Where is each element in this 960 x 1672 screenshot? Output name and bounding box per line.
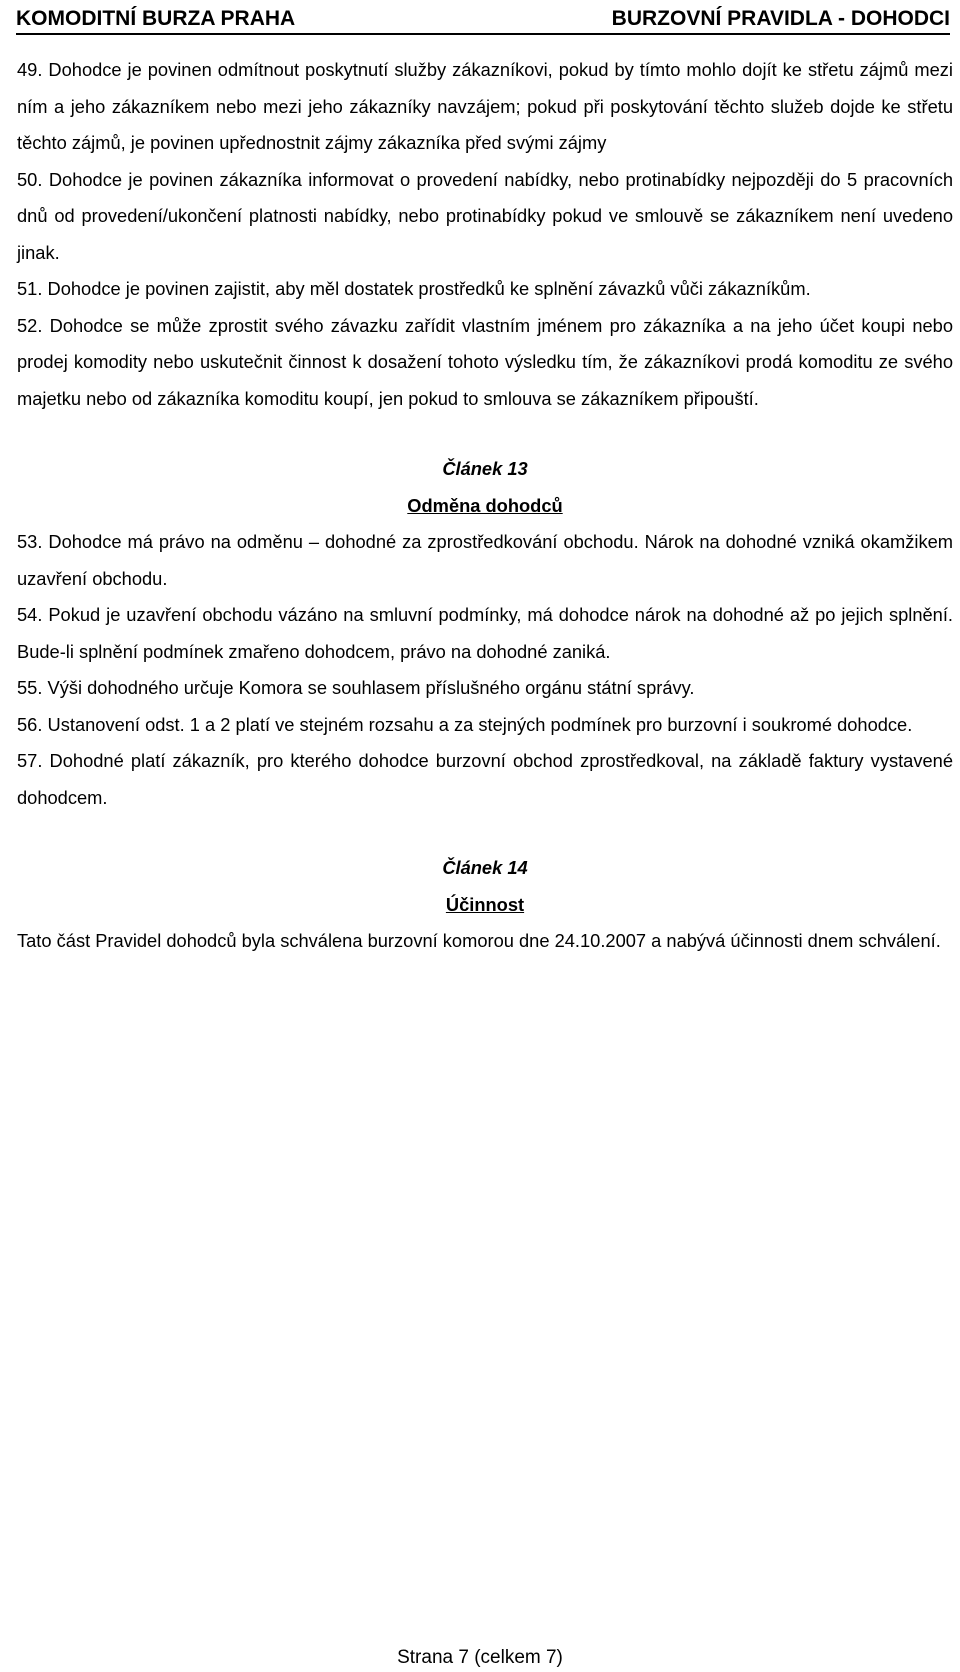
paragraph-51	[17, 271, 953, 308]
page-footer: Strana 7 (celkem 7)	[397, 1647, 563, 1668]
paragraph-56	[17, 707, 953, 744]
paragraph-number: 56.	[17, 713, 43, 735]
page-header	[16, 6, 950, 34]
paragraph-text: Dohodce je povinen zajistit, aby měl dostatek prostředků ke splnění závazků vůči zákazníkům.	[47, 278, 811, 299]
paragraph-number: 53.	[17, 531, 43, 552]
paragraph-text: Dohodce má právo na odměnu – dohodné za zprostředkování obchodu. Nárok na dohodné vzniká okamžikem uzavření obchodu.	[17, 531, 953, 589]
paragraph-number: 57.	[17, 750, 43, 771]
article-13-heading: Článek 13	[442, 458, 528, 479]
paragraph-number: 54.	[17, 604, 43, 625]
paragraph-52	[17, 308, 953, 418]
header-document-title: BURZOVNÍ PRAVIDLA - DOHODCI	[611, 7, 950, 30]
paragraph-text: Výši dohodného určuje Komora se souhlasem příslušného orgánu státní správy.	[47, 677, 695, 698]
paragraph-57	[17, 743, 953, 816]
paragraph-55	[17, 670, 953, 707]
article-14-heading: Článek 14	[442, 857, 528, 878]
paragraph-text: Dohodné platí zákazník, pro kterého dohodce burzovní obchod zprostředkoval, na základě faktury vystavené dohodcem.	[17, 750, 953, 808]
paragraph-number: 50.	[17, 168, 43, 190]
paragraph-50	[17, 162, 953, 272]
paragraph-number: 55.	[17, 677, 43, 698]
paragraph-49	[17, 52, 953, 162]
paragraph-text: Ustanovení odst. 1 a 2 platí ve stejném rozsahu a za stejných podmínek pro burzovní i soukromé dohodce.	[47, 713, 913, 735]
paragraph-53	[17, 524, 953, 597]
header-organization: KOMODITNÍ BURZA PRAHA	[16, 7, 296, 30]
spacer	[17, 816, 953, 850]
document-body	[17, 52, 953, 960]
article-14-title: Účinnost	[445, 893, 525, 915]
paragraph-number: 49.	[17, 59, 43, 80]
paragraph-text: Dohodce je povinen odmítnout poskytnutí služby zákazníkovi, pokud by tímto mohlo dojít ke střetu zájmů mezi ním a jeho zákazníkem nebo mezi jeho zákazníky navzájem; pokud při poskytování těchto služeb dojde ke střetu těchto zájmů, je povinen upřednostnit zájmy zákazníka před svými zájmy	[17, 59, 953, 153]
header-rule	[16, 33, 950, 35]
paragraph-number: 51.	[17, 278, 43, 299]
paragraph-text: Pokud je uzavření obchodu vázáno na smluvní podmínky, má dohodce nárok na dohodné až po jejich splnění. Bude-li splnění podmínek zmařeno dohodcem, právo na dohodné zaniká.	[17, 604, 953, 662]
article-13-title: Odměna dohodců	[407, 494, 563, 516]
article-14-text: Tato část Pravidel dohodců byla schválena burzovní komorou dne 24.10.2007 a nabývá účinnosti dnem schválení.	[17, 930, 941, 951]
spacer	[17, 417, 953, 451]
paragraph-text: Dohodce je povinen zákazníka informovat o provedení nabídky, nebo protinabídky nejpozději do 5 pracovních dnů od provedení/ukončení platnosti nabídky, nebo protinabídky pokud ve smlouvě se zákazníkem není uvedeno jinak.	[17, 168, 953, 263]
paragraph-number: 52.	[17, 314, 43, 336]
paragraph-54	[17, 597, 953, 670]
paragraph-text: Dohodce se může zprostit svého závazku zařídit vlastním jménem pro zákazníka a na jeho účet koupi nebo prodej komodity nebo uskutečnit činnost k dosažení tohoto výsledku tím, že zákazníkovi prodá komoditu ze svého majetku nebo od zákazníka komoditu koupí, jen pokud to smlouva se zákazníkem připouští.	[17, 314, 953, 409]
